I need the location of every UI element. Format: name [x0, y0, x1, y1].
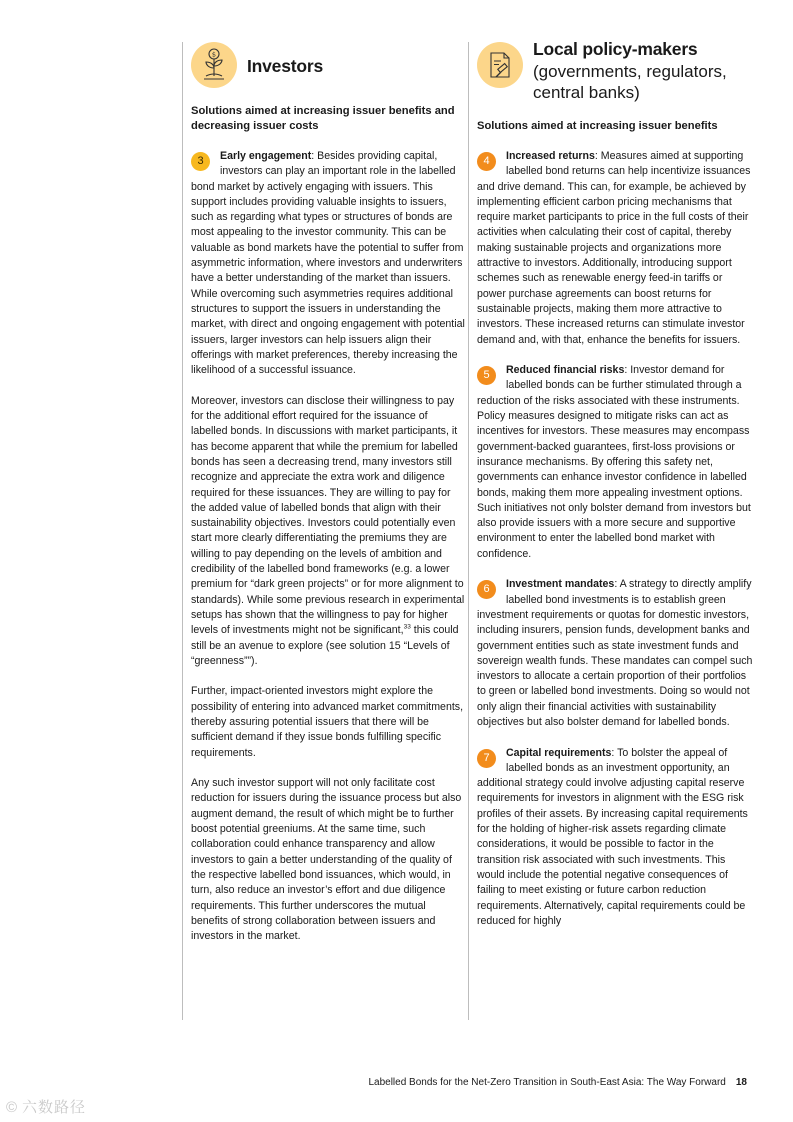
solution-number-badge: 7 — [477, 749, 496, 768]
solution-number-badge: 3 — [191, 152, 210, 171]
solution-3-paragraph — [191, 149, 465, 378]
policy-makers-body — [477, 149, 753, 944]
solution-4-paragraph — [477, 149, 753, 348]
investors-column — [182, 42, 463, 1020]
policy-makers-title: Local policy-makers — [533, 39, 698, 59]
solution-5-paragraph — [477, 363, 753, 562]
solution-text: : Besides providing capital, investors can play an important role in the labelled bond market by actively engaging with issuers. This support includes providing valuable insights to issuers, such as regarding what types or structures of bonds are most appealing to the investor community. This can be valuable as bond markets have the potential to suffer from asymmetric information, where investors and underwriters have a better understanding of the market than issuers. While overcoming such asymmetries requires additional structures to support the issuers in understanding the market, with direct and ongoing engagement with potential issuers, larger investors can help issuers align their offerings with market preferences, thereby increasing the likelihood of a successful issuance. — [191, 150, 465, 377]
solution-number-badge: 4 — [477, 152, 496, 171]
solution-lead: Early engagement — [220, 150, 312, 162]
solution-lead: Increased returns — [506, 150, 595, 162]
svg-text:$: $ — [211, 50, 217, 59]
solution-6-paragraph — [477, 577, 753, 730]
coin-plant-icon — [191, 42, 237, 88]
policy-makers-column — [468, 39, 753, 1020]
solution-lead: Investment mandates — [506, 578, 615, 591]
solution-number-badge: 5 — [477, 366, 496, 385]
report-subtitle: The Way Forward — [644, 1077, 726, 1088]
paragraph-text: this could still be an avenue to explore (see solution 15 “Levels of “greenness””). — [191, 624, 459, 667]
solution-lead: Reduced financial risks — [506, 364, 625, 377]
willingness-paragraph — [191, 394, 465, 669]
solution-text: : Measures aimed at supporting labelled bond returns can help incentivize issuances and drive demand. This can, for example, be achieved by implementing efficient carbon pricing mechanisms that require market participants to price in the full costs of their activities when calculating their cost of capital, thereby making sustainable projects and organizations more attractive to investors. Additionally, introducing support schemes such as renewable energy feed-in tariffs or power purchase agreements can boost returns for sustainable projects, making them more attractive to investors. These increased returns can stimulate investor demand and, with that, enhance the benefits for issuers. — [477, 150, 751, 346]
investors-body — [191, 149, 465, 960]
support-paragraph: Any such investor support will not only facilitate cost reduction for issuers during the issuance process but also augment demand, the result of which might be to further boost potential greeniums. At the same time, such collaboration could enhance transparency and allow investors to gain a better understanding of the quality of the respective labelled bond issuances, which would, in turn, also reduce an investor’s effort and due diligence requirements. This further underscores the mutual benefits of strong collaboration between issuers and investors in the market. — [191, 777, 462, 943]
page-footer — [368, 1077, 747, 1088]
report-title: Labelled Bonds for the Net-Zero Transition in South-East Asia: — [368, 1077, 645, 1088]
commitments-paragraph: Further, impact-oriented investors might explore the possibility of entering into advanced market commitments, thereby assuring potential issuers that there will be sufficient demand if they issue bonds fulfilling specific requirements. — [191, 685, 464, 759]
policy-makers-subtitle: (governments, regulators, central banks) — [533, 62, 727, 102]
solution-7-paragraph — [477, 746, 753, 930]
investors-subheading: Solutions aimed at increasing issuer benefits and decreasing issuer costs — [191, 105, 455, 132]
document-gavel-icon — [477, 42, 523, 88]
solution-lead: Capital requirements — [506, 746, 612, 759]
solution-text: : To bolster the appeal of labelled bonds as an investment opportunity, an additional strategy could involve adjusting capital reserve requirements for investors in alignment with the ESG risk profiles of their assets. By increasing capital requirements for the holding of higher-risk assets regarding climate considerations, it would be possible to factor in the transition risk associated with such investments. This would include the potential negative consequences of failing to meet existing or future carbon reduction requirements. Alternatively, capital requirements could be reduced for highly — [477, 746, 748, 927]
paragraph-text: Moreover, investors can disclose their willingness to pay for the additional effort required for the issuance of labelled bonds. In discussions with market participants, it has become apparent that while the premium for labelled bonds has seen a decreasing trend, many investors still recognize and appreciate the extra work and diligence required for these issuances. They are willing to pay for the added value of labelled bonds that align with their sustainability objectives. Investors could potentially even start more clearly differentiating the premiums they are willing to pay depending on the levels of ambition and credibility of the labelled bond frameworks (e.g. a lower premium for “dark green projects” or for more alignment to standards). While some previous research in experimental setups has shown that the willingness to pay for higher levels of investments might not be significant, — [191, 394, 465, 637]
solution-text: : Investor demand for labelled bonds can be further stimulated through a reduction of the risks associated with these instruments. Policy measures designed to mitigate risks can act as incentives for investors. These measures may encompass government-backed guarantees, first-loss provisions or insurance mechanisms. By offering this safety net, governments can enhance investor confidence in labelled bonds, making them more appealing investment options. Such initiatives not only bolster demand from investors but also provide issuers with a more secure and supportive environment to enter the labelled bond market with confidence. — [477, 364, 751, 560]
investors-title: Investors — [247, 56, 324, 76]
policy-makers-subheading: Solutions aimed at increasing issuer benefits — [477, 120, 718, 132]
solution-text: : A strategy to directly amplify labelled bond investments is to establish green investment requirements or quotas for domestic investors, including insurers, pension funds, development banks and government entities such as state investment funds and sovereign wealth funds. These mandates can compel such investors to allocate a certain proportion of their portfolios to green or labelled bond investments. Doing so would not only align their financial activities with sustainability objectives but also bolster demand for labelled bonds. — [477, 578, 753, 728]
solution-number-badge: 6 — [477, 580, 496, 599]
footnote-ref[interactable]: 33 — [403, 623, 411, 631]
page-number: 18 — [735, 1077, 747, 1088]
watermark-logo: © 六数路径 — [6, 1099, 87, 1116]
